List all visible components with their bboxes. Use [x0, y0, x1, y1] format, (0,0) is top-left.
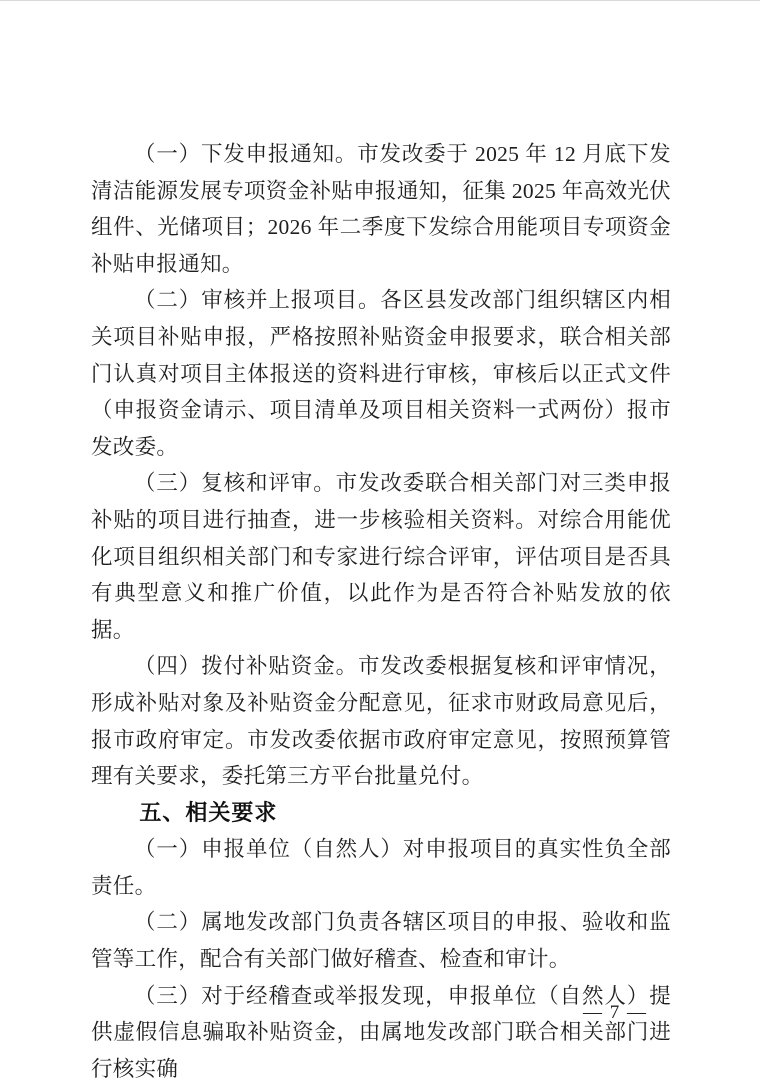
paragraph-requirement-1: （一）申报单位（自然人）对申报项目的真实性负全部责任。	[91, 837, 671, 898]
paragraph-requirement-2: （二）属地发改部门负责各辖区项目的申报、验收和监管等工作，配合有关部门做好稽查、检查和审计。	[91, 910, 671, 972]
paragraph-review-and-report: （二）审核并上报项目。各区县发改部门组织辖区内相关项目补贴申报，严格按照补贴资金申报要求，联合相关部门认真对项目主体报送的资料进行审核，审核后以正式文件（申报资金请示、项目清单及项目相关资料一式两份）报市发改委。	[91, 288, 671, 459]
paragraph-requirement-3: （三）对于经稽查或举报发现，申报单位（自然人）提供虚假信息骗取补贴资金，由属地发改部门联合相关部门进行核实确	[91, 983, 671, 1081]
page-number: — 7 —	[583, 1002, 648, 1023]
section-heading-related-requirements: 五、相关要求	[139, 799, 278, 825]
paragraph-recheck-evaluation: （三）复核和评审。市发改委联合相关部门对三类申报补贴的项目进行抽查，进一步核验相关资料。对综合用能优化项目组织相关部门和专家进行综合评审，评估项目是否具有典型意义和推广价值，以此作为是否符合补贴发放的依据。	[91, 471, 671, 642]
document-body	[91, 136, 671, 1087]
paragraph-issue-notice: （一）下发申报通知。市发改委于 2025 年 12 月底下发清洁能源发展专项资金补贴申报通知，征集 2025 年高效光伏组件、光储项目；2026 年二季度下发综合用能项目专项资金补贴申报通知。	[91, 142, 671, 276]
paragraph-fund-disbursement: （四）拨付补贴资金。市发改委根据复核和评审情况，形成补贴对象及补贴资金分配意见，征求市财政局意见后，报市政府审定。市发改委依据市政府审定意见，按照预算管理有关要求，委托第三方平台批量兑付。	[91, 654, 671, 789]
